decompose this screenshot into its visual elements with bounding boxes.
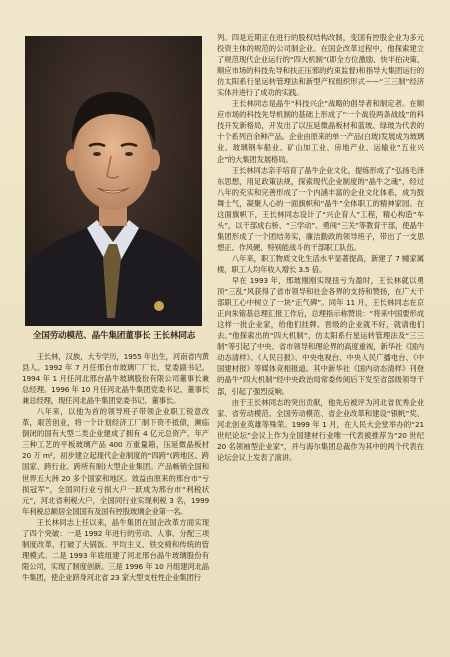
photo-caption: 全国劳动模范、晶牛集团董事长 王长林同志 xyxy=(32,331,196,341)
portrait-illustration xyxy=(25,36,202,326)
paragraph: 由于王长林同志的突出贡献，他先后被评为河北省优秀企业家、省劳动模范、全国劳动模范、省企业改革和建设“银帆”奖、河北创业英雄等殊荣。1999 年 1 月，在人民大会堂举办的“21 世纪论坛”会议上作为全国建材行业唯一代表被推荐为“20 世纪 20 名领袖型企业家”，并与海尔集团总裁作为其中的两个代表在论坛会议上发表了演讲。 xyxy=(217,397,424,462)
left-text-column xyxy=(22,351,209,583)
paragraph: 王长林同志上任以来，晶牛集团在国企改革方面实现了四个突破：一是 1992 年进行的劳动、人事、分配三项制度改革，打破了大锅饭、平均主义、铁交椅和传统的管理模式。二是 1993 年底组建了河北邢台晶牛玻璃股份有限公司，实现了制度创新。三是 1996 年 10 月组建河北晶牛集团，使企业跻身河北省 23 家大型支柱性企业集团行 xyxy=(22,517,209,582)
paragraph: 八年来，职工物质文化生活水平显著提高，新建了 7 幢家属楼，职工人均年收入增长 3.5 倍。 xyxy=(217,253,424,274)
paragraph: 王长林同志是晶牛“科技兴企”战略的倡导者和制定者。在顺应市场的科技先导机制的基础上形成了“一个战役两条战线”的科技开发新格局，开发出了以压延微晶板材和蓝玻、绿玻为代表的十个系列百余种产品。企业由原来的单一产品(白玻)发展成为玻璃业、玻璃钢车船业、矿山加工业、房地产业、运输业“五业兴企”的大集团发展格局。 xyxy=(217,99,424,164)
portrait-photo xyxy=(25,36,202,326)
paragraph: 王长林，汉族，大专学历，1955 年出生，河南省内黄县人。1992 年 7 月任邢台市玻璃厂厂长、党委副书记。1994 年 1 月任河北邢台晶牛玻璃股份有限公司董事长兼总经理。1996 年 10 月任河北晶牛集团党委书记、董事长兼总经理，现任河北晶牛集团党委书记、董事长。 xyxy=(22,352,209,406)
paragraph: 列。四是近期正在进行的股权结构改制，变国有控股企业为多元投资主体的规范的公司制企业。在国企改革过程中，他探索建立了规范现代企业运行的“四大机制”(即全方位激励、快半拍决策、顺应市场的科技先导和扶正压邪的约束监督)和指导大集团运行的仿太阳系行星运转管理法和新型产权组织形式——“三三制”经济实体并进行了成功的实践。 xyxy=(217,33,424,98)
paragraph: 早在 1993 年，邢玻刚刚实现扭亏为盈时，王长林就以勇顶“三乱”风获得了省市领导和社会各界的支持和赞扬，在广大干部职工心中树立了一块“正气碑”。同年 11 月，王长林同志在京正向朱镕基总理汇报工作后，总理指示称赞说：“将来中国要形成这样一批企业家，给他们挂牌。晋级的企业就不好，就请他们去。”他探索出的“四大机制”、仿太阳系行星运转管理法及“三三制”等引起了中央、省市领导和理论界的高度重视，新华社《国内动态清样》、《人民日报》、中央电视台、中央人民广播电台、《中国建材报》等媒体竞相报道。其中新华社《国内动态清样》刊登的晶牛“四大机制”经中央政治局常委传阅后下发至省部级领导干部，引起了强烈反响。 xyxy=(217,276,424,396)
paragraph: 王长林同志亲手培育了晶牛企业文化，提炼形成了“弘扬毛泽东思想，用足政策法规，探索现代企业制度的“晶牛之魂”，经过八年的充实和完善形成了一个内涵丰富的企业文化体系，成为鼓舞士气，凝聚人心的一面旗帜和“晶牛”全体职工的精神家园。在这面旗帜下，王长林同志设计了“兴企育人”工程，精心构造“车头”，以干部成右桥、“三学动”、勇闯“三关”等教育干部，使晶牛集团形成了一个团结务实，廉洁勤政的领导班子，带出了一支思想正、作风硬、特别能战斗的干部职工队伍。 xyxy=(217,165,424,252)
paragraph: 八年来，以他为首的领导班子带领企业职工锐意改革，艰苦创业，将一个计划经济工厂制下资不抵债，濒临倒闭的国有大型二类企业建成了拥有 4 亿元总资产、年产三种工艺的平板玻璃产品 400 万重量箱，压延微晶板材 20 万 m²，初步建立起现代企业制度的“四跨”(跨地区、跨国家、跨行业、跨所有制)大型企业集团。产品畅销全国和世界五大洲 20 多个国家和地区。效益由原来的邢台市“亏损冠军”，全国同行业亏损大户一跃成为邢台市“利税状元”，河北省利税大户，全国同行业实现利税 3 名，1999 年利税总额居全国国有及国有控股玻璃企业第一名。 xyxy=(22,407,209,516)
right-text-column xyxy=(217,32,424,463)
